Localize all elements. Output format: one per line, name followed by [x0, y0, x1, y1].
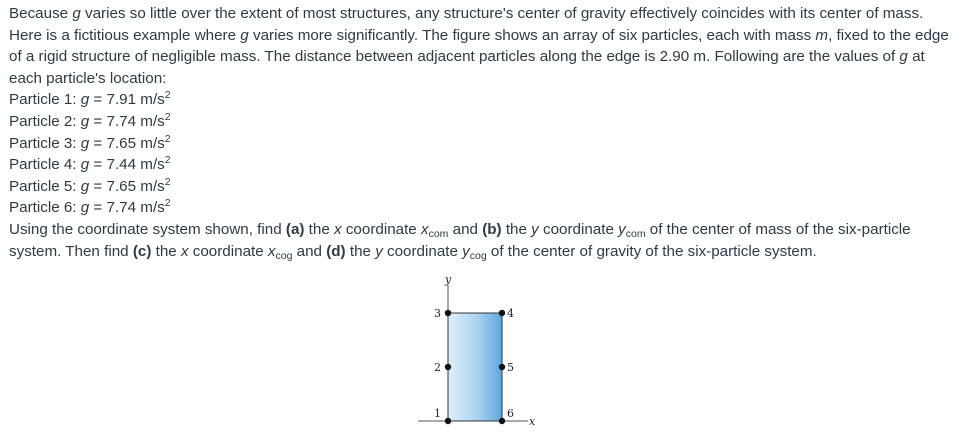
symbol-x: x	[180, 242, 189, 260]
symbol-y: y	[375, 242, 383, 260]
particle-label: Particle 6:	[9, 199, 81, 217]
particle-6-label: 6	[507, 407, 514, 420]
question-text: and	[448, 220, 483, 238]
subscript-cog: cog	[469, 249, 487, 262]
particle-4-label: 4	[507, 307, 514, 320]
question-text: and	[292, 242, 327, 260]
part-d-label: (d)	[326, 242, 346, 260]
symbol-ycog: y	[462, 242, 470, 260]
figure-diagram	[412, 271, 552, 433]
question-text: of the center of gravity of the six-particle system.	[486, 242, 817, 260]
question-text: coordinate	[188, 242, 268, 260]
particle-5-dot	[499, 364, 505, 370]
symbol-g: g	[72, 5, 81, 22]
particle-1-dot	[445, 418, 451, 424]
x-axis-label: x	[529, 415, 536, 428]
question-text: the	[304, 220, 335, 238]
question-text: coordinate	[382, 242, 463, 260]
part-b-label: (b)	[482, 220, 502, 238]
particle-value: = 7.74 m/s	[89, 199, 165, 217]
symbol-g: g	[80, 199, 90, 217]
particle-1-label: 1	[434, 407, 441, 420]
question-text: Using the coordinate system shown, find	[9, 220, 286, 238]
part-a-label: (a)	[285, 220, 305, 238]
part-c-label: (c)	[132, 242, 152, 260]
symbol-g: g	[80, 91, 90, 109]
particle-line-2	[9, 111, 959, 133]
question-paragraph	[9, 219, 959, 262]
question-text: the	[501, 220, 532, 238]
symbol-g: g	[80, 134, 90, 152]
particle-label: Particle 2:	[9, 112, 81, 130]
symbol-m: m	[815, 26, 829, 44]
problem-text	[9, 3, 959, 262]
particle-label: Particle 1:	[9, 91, 81, 109]
symbol-g: g	[80, 112, 90, 130]
particle-list	[9, 89, 959, 219]
y-axis-label: y	[445, 273, 452, 286]
particle-2-dot	[445, 364, 451, 370]
particle-line-5	[9, 176, 959, 198]
exponent: 2	[164, 132, 171, 145]
intro-text: , fixed to the edge of a rigid structure of negligible mass. The distance between adjacent particles along the edge is 2.90 m. Following are the values of	[9, 26, 949, 66]
particle-label: Particle 5:	[9, 177, 81, 195]
intro-text: varies more significantly. The figure shows an array of six particles, each with mass	[248, 26, 816, 44]
symbol-g: g	[80, 156, 90, 174]
particle-line-1	[9, 89, 959, 111]
particle-figure	[412, 271, 552, 433]
question-text: of the center of mass of the six-particle system. Then find	[9, 220, 911, 260]
rigid-plate	[448, 313, 502, 421]
symbol-g: g	[240, 26, 249, 44]
exponent: 2	[164, 175, 171, 188]
symbol-xcom: x	[420, 220, 429, 238]
question-text: coordinate	[341, 220, 421, 238]
particle-line-6	[9, 197, 959, 219]
particle-label: Particle 4:	[9, 156, 81, 174]
particle-value: = 7.65 m/s	[89, 134, 165, 152]
question-text: the	[345, 242, 376, 260]
question-text: the	[151, 242, 181, 260]
particle-4-dot	[499, 310, 505, 316]
particle-label: Particle 3:	[9, 134, 81, 152]
symbol-y: y	[531, 220, 539, 238]
exponent: 2	[164, 197, 171, 210]
symbol-ycom: y	[618, 220, 626, 238]
symbol-g: g	[80, 177, 90, 195]
subscript-com: com	[428, 227, 449, 240]
particle-3-label: 3	[434, 307, 441, 320]
symbol-xcog: x	[267, 242, 276, 260]
exponent: 2	[164, 110, 171, 123]
particle-5-label: 5	[507, 361, 514, 374]
particle-6-dot	[499, 418, 505, 424]
exponent: 2	[164, 154, 171, 167]
particle-line-4	[9, 154, 959, 176]
particle-value: = 7.44 m/s	[89, 156, 165, 174]
particle-value: = 7.91 m/s	[89, 91, 165, 109]
intro-text: Because	[9, 5, 73, 22]
particle-3-dot	[445, 310, 451, 316]
intro-paragraph	[9, 3, 959, 89]
subscript-com: com	[625, 227, 646, 240]
particle-value: = 7.74 m/s	[89, 112, 165, 130]
intro-text: varies so little over the extent of most structures, any structure's center of gravity effectively coincides with its center of mass. Here is a fictitious example where	[9, 5, 924, 44]
particle-line-3	[9, 133, 959, 155]
symbol-g: g	[899, 48, 908, 66]
intro-text: at each particle's location:	[9, 48, 925, 87]
question-text: coordinate	[538, 220, 619, 238]
subscript-cog: cog	[275, 249, 293, 262]
particle-2-label: 2	[434, 361, 441, 374]
exponent: 2	[164, 89, 171, 102]
symbol-x: x	[334, 220, 342, 238]
particle-value: = 7.65 m/s	[89, 177, 165, 195]
